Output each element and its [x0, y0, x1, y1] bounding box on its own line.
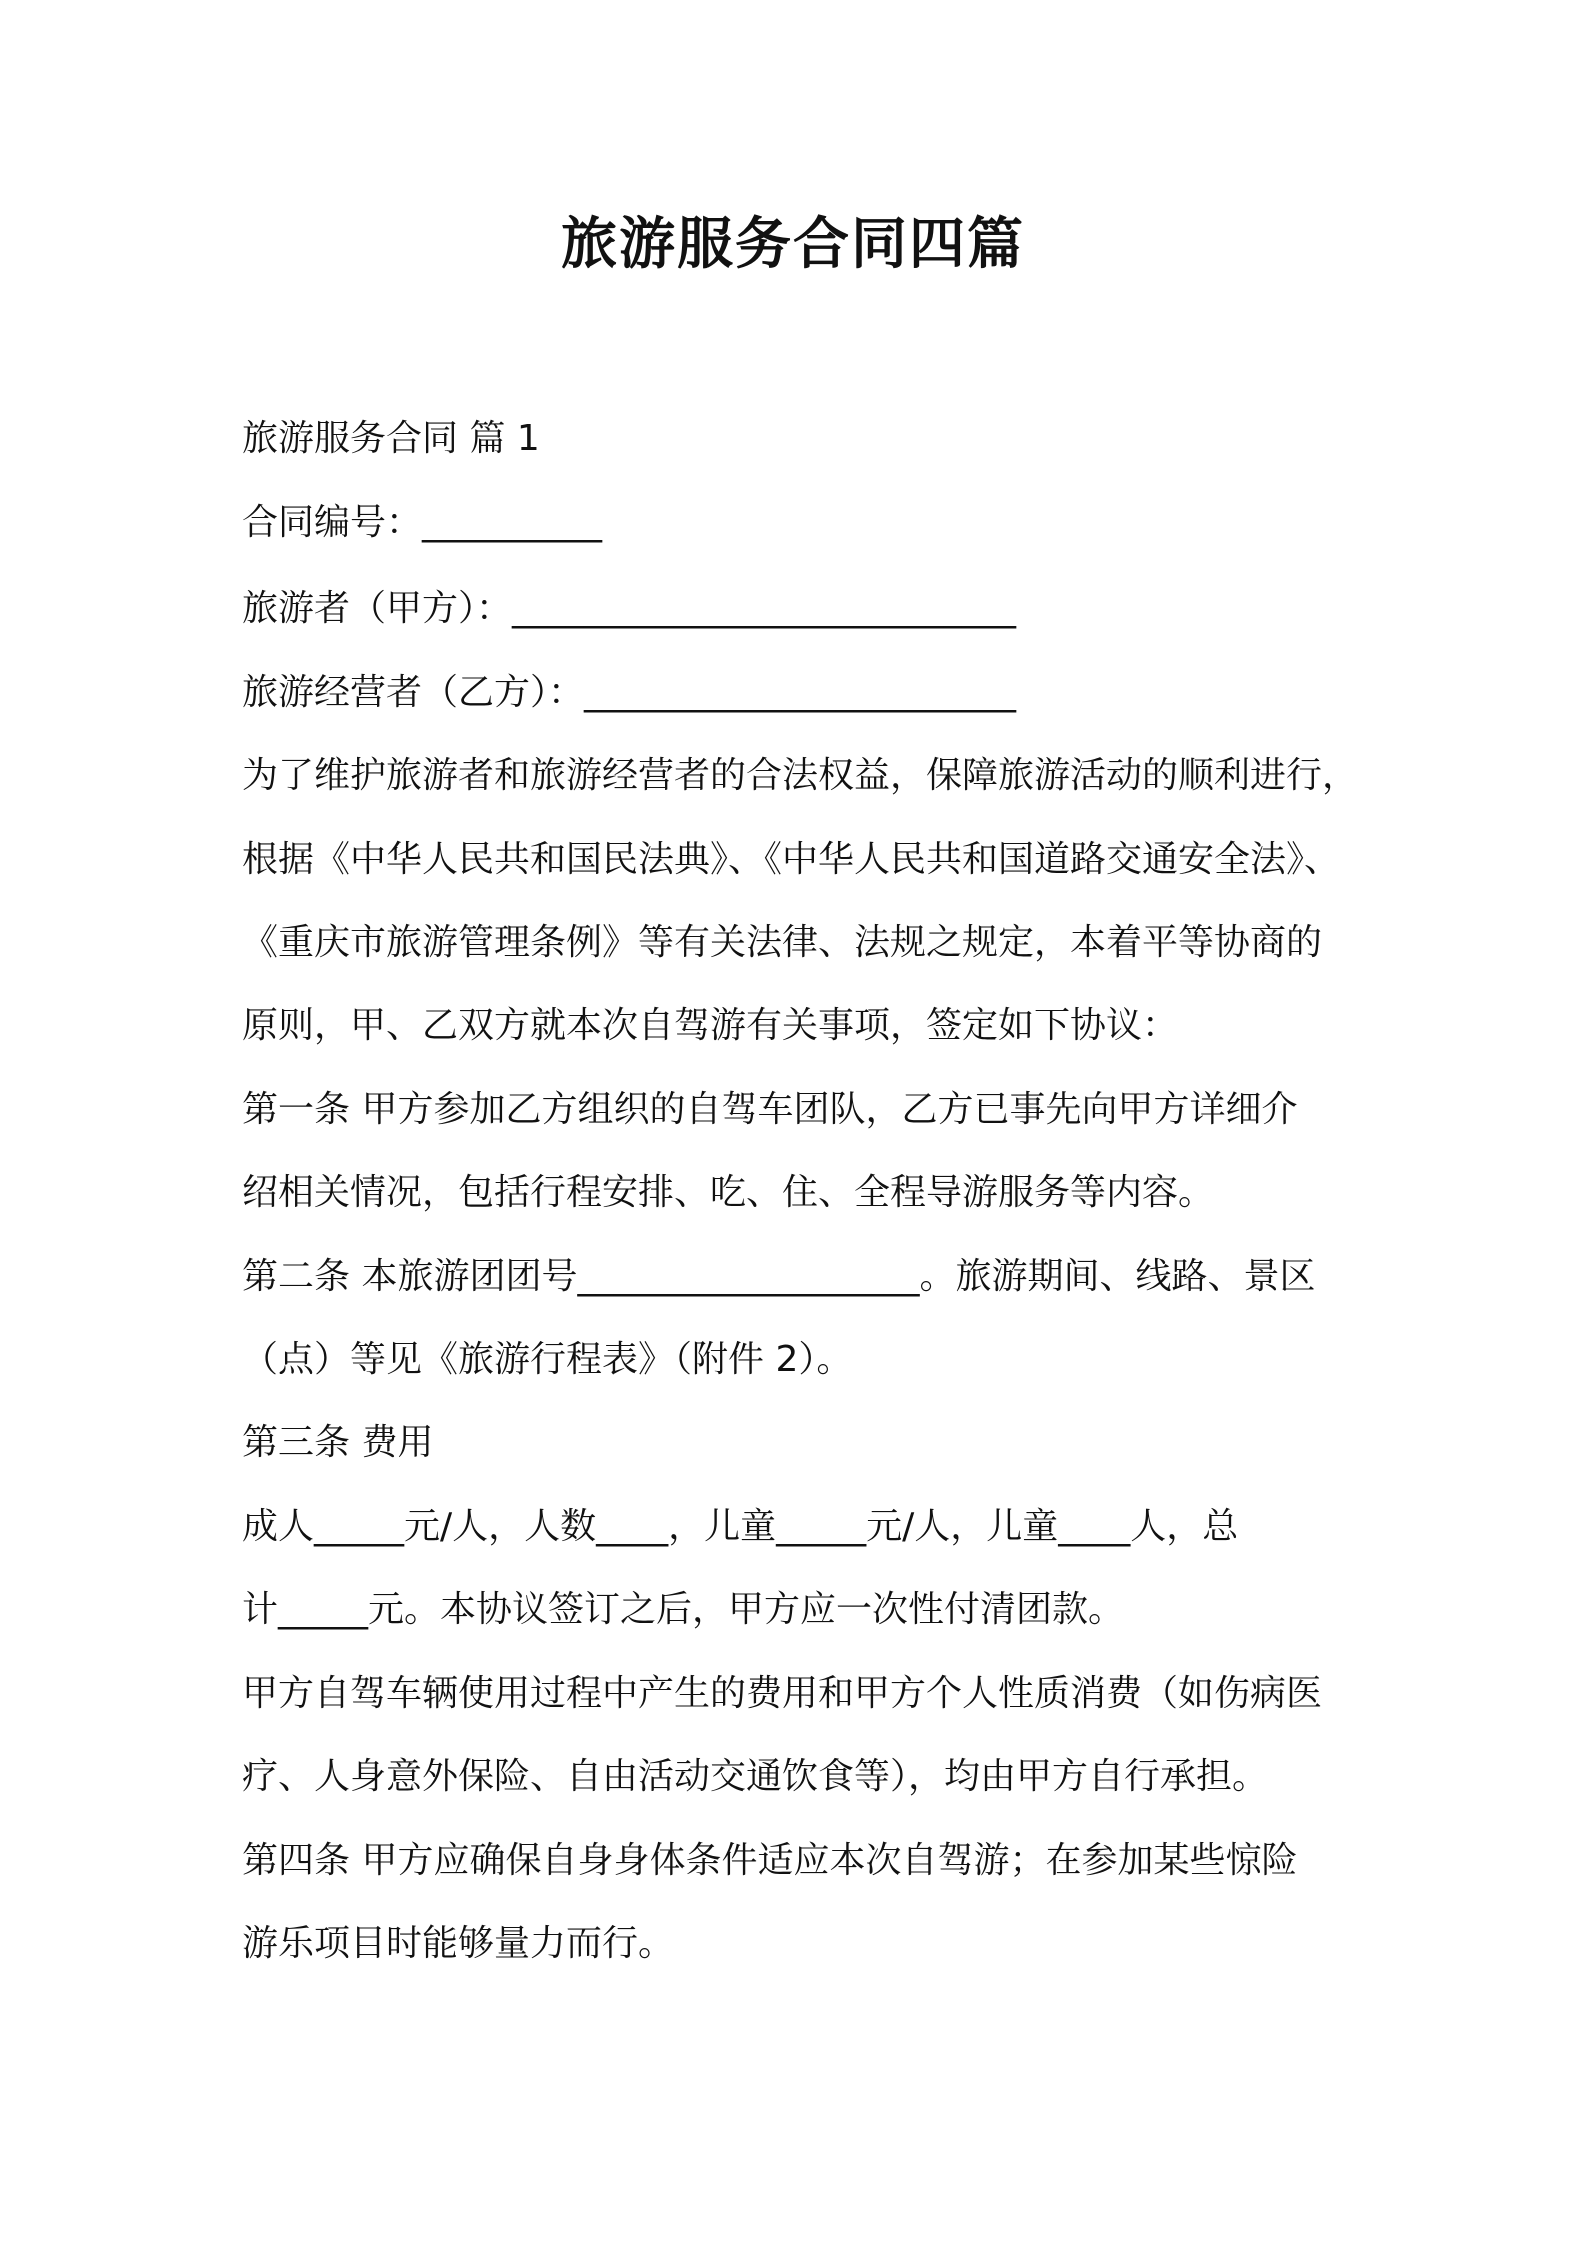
document-title: 旅游服务合同四篇 [561, 212, 1025, 277]
paragraph-line: 甲方自驾车辆使用过程中产生的费用和甲方个人性质消费（如伤病医 [242, 1673, 1323, 1714]
contract-number-line: 合同编号：__________ [242, 502, 603, 543]
paragraph-line: 原则，甲、乙双方就本次自驾游有关事项，签定如下协议： [242, 1005, 1179, 1046]
paragraph-line: 为了维护旅游者和旅游经营者的合法权益，保障旅游活动的顺利进行， [242, 755, 1359, 796]
paragraph-line: 绍相关情况，包括行程安排、吃、住、全程导游服务等内容。 [242, 1172, 1215, 1213]
article-two-line: 第二条 本旅游团团号___________________。旅游期间、线路、景区 [242, 1256, 1316, 1297]
paragraph-line: 疗、人身意外保险、自由活动交通饮食等），均由甲方自行承担。 [242, 1756, 1269, 1797]
party-b-line: 旅游经营者（乙方）：________________________ [242, 672, 1017, 713]
fee-line: 成人_____元/人，人数____，儿童_____元/人，儿童____人，总 [242, 1506, 1239, 1547]
paragraph-line: 《重庆市旅游管理条例》等有关法律、法规之规定，本着平等协商的 [242, 922, 1323, 963]
fee-total-line: 计_____元。本协议签订之后，甲方应一次性付清团款。 [242, 1589, 1125, 1630]
paragraph-line: 游乐项目时能够量力而行。 [242, 1923, 675, 1964]
section-heading: 旅游服务合同 篇 1 [242, 418, 540, 459]
article-one-line: 第一条 甲方参加乙方组织的自驾车团队，乙方已事先向甲方详细介 [242, 1089, 1298, 1130]
party-a-line: 旅游者（甲方）：____________________________ [242, 588, 1017, 629]
paragraph-line: （点）等见《旅游行程表》（附件 2）。 [242, 1339, 853, 1380]
paragraph-line: 根据《中华人民共和国民法典》、《中华人民共和国道路交通安全法》、 [242, 839, 1341, 880]
article-three-heading: 第三条 费用 [242, 1422, 434, 1463]
article-four-line: 第四条 甲方应确保自身身体条件适应本次自驾游；在参加某些惊险 [242, 1840, 1298, 1881]
